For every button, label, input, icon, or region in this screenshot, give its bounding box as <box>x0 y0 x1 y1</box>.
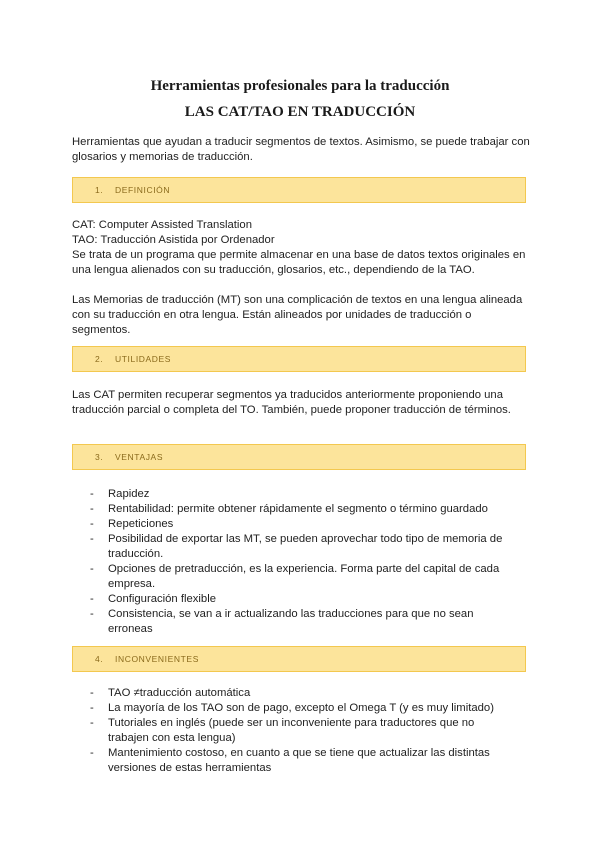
inconvenientes-list <box>72 686 512 776</box>
list-item-text: TAO ≠traducción automática <box>108 687 251 699</box>
paragraph: TAO: Traducción Asistida por Ordenador <box>72 234 275 246</box>
title-block <box>0 76 600 122</box>
section-body-utilidades <box>72 388 532 418</box>
section-number: 4. <box>95 654 104 664</box>
paragraph: Se trata de un programa que permite almacenar en una base de datos textos originales en una lengua alienados con su traducción, glosarios, etc., dependiendo de la TAO. <box>72 249 526 276</box>
list-item-text: Configuración flexible <box>108 593 217 605</box>
list-item-text: La mayoría de los TAO son de pago, excepto el Omega T (y es muy limitado) <box>108 702 494 714</box>
dash-bullet: - <box>90 717 94 729</box>
dash-bullet: - <box>90 518 94 530</box>
list-item <box>72 716 512 746</box>
section-number: 2. <box>95 354 104 364</box>
section-label: UTILIDADES <box>115 354 172 364</box>
list-item-text: Consistencia, se van a ir actualizando las traducciones para que no sean erroneas <box>108 608 474 635</box>
intro-paragraph <box>72 135 532 165</box>
dash-bullet: - <box>90 747 94 759</box>
section-header-ventajas <box>72 444 526 470</box>
section-label: INCONVENIENTES <box>115 654 199 664</box>
section-body-definicion <box>72 218 532 338</box>
section-number: 3. <box>95 452 104 462</box>
list-item <box>72 701 512 716</box>
list-item <box>72 746 512 776</box>
section-body-ventajas <box>72 487 512 637</box>
dash-bullet: - <box>90 563 94 575</box>
section-body-inconvenientes <box>72 686 512 776</box>
section-label: DEFINICIÓN <box>115 185 171 195</box>
dash-bullet: - <box>90 608 94 620</box>
list-item-text: Rapidez <box>108 488 150 500</box>
list-item <box>72 532 512 562</box>
list-item <box>72 487 512 502</box>
dash-bullet: - <box>90 702 94 714</box>
dash-bullet: - <box>90 503 94 515</box>
list-item-text: Repeticiones <box>108 518 174 530</box>
list-item-text: Tutoriales en inglés (puede ser un inconveniente para traductores que no trabajen con esta lengua) <box>108 717 475 744</box>
section-number: 1. <box>95 185 104 195</box>
paragraph: Las CAT permiten recuperar segmentos ya traducidos anteriormente proponiendo una traducción parcial o completa del TO. También, puede proponer traducción de términos. <box>72 389 511 416</box>
section-label: VENTAJAS <box>115 452 164 462</box>
list-item <box>72 502 512 517</box>
document-subtitle: LAS CAT/TAO EN TRADUCCIÓN <box>184 104 416 120</box>
list-item-text: Rentabilidad: permite obtener rápidamente el segmento o término guardado <box>108 503 488 515</box>
section-header-inconvenientes <box>72 646 526 672</box>
dash-bullet: - <box>90 593 94 605</box>
dash-bullet: - <box>90 687 94 699</box>
section-header-definicion <box>72 177 526 203</box>
list-item-text: Posibilidad de exportar las MT, se pueden aprovechar todo tipo de memoria de traducción. <box>108 533 503 560</box>
list-item <box>72 592 512 607</box>
section-header-utilidades <box>72 346 526 372</box>
dash-bullet: - <box>90 533 94 545</box>
list-item-text: Mantenimiento costoso, en cuanto a que se tiene que actualizar las distintas versiones de estas herramientas <box>108 747 490 774</box>
list-item <box>72 517 512 532</box>
paragraph: Las Memorias de traducción (MT) son una complicación de textos en una lengua alineada con su traducción en otra lengua. Están alineados por unidades de traducción o segmentos. <box>72 294 523 336</box>
list-item <box>72 607 512 637</box>
list-item <box>72 686 512 701</box>
paragraph: CAT: Computer Assisted Translation <box>72 219 252 231</box>
dash-bullet: - <box>90 488 94 500</box>
ventajas-list <box>72 487 512 637</box>
list-item-text: Opciones de pretraducción, es la experiencia. Forma parte del capital de cada empresa. <box>108 563 500 590</box>
intro-text: Herramientas que ayudan a traducir segmentos de textos. Asimismo, se puede trabajar con glosarios y memorias de traducción. <box>72 136 530 163</box>
list-item <box>72 562 512 592</box>
document-title: Herramientas profesionales para la traducción <box>150 78 450 94</box>
